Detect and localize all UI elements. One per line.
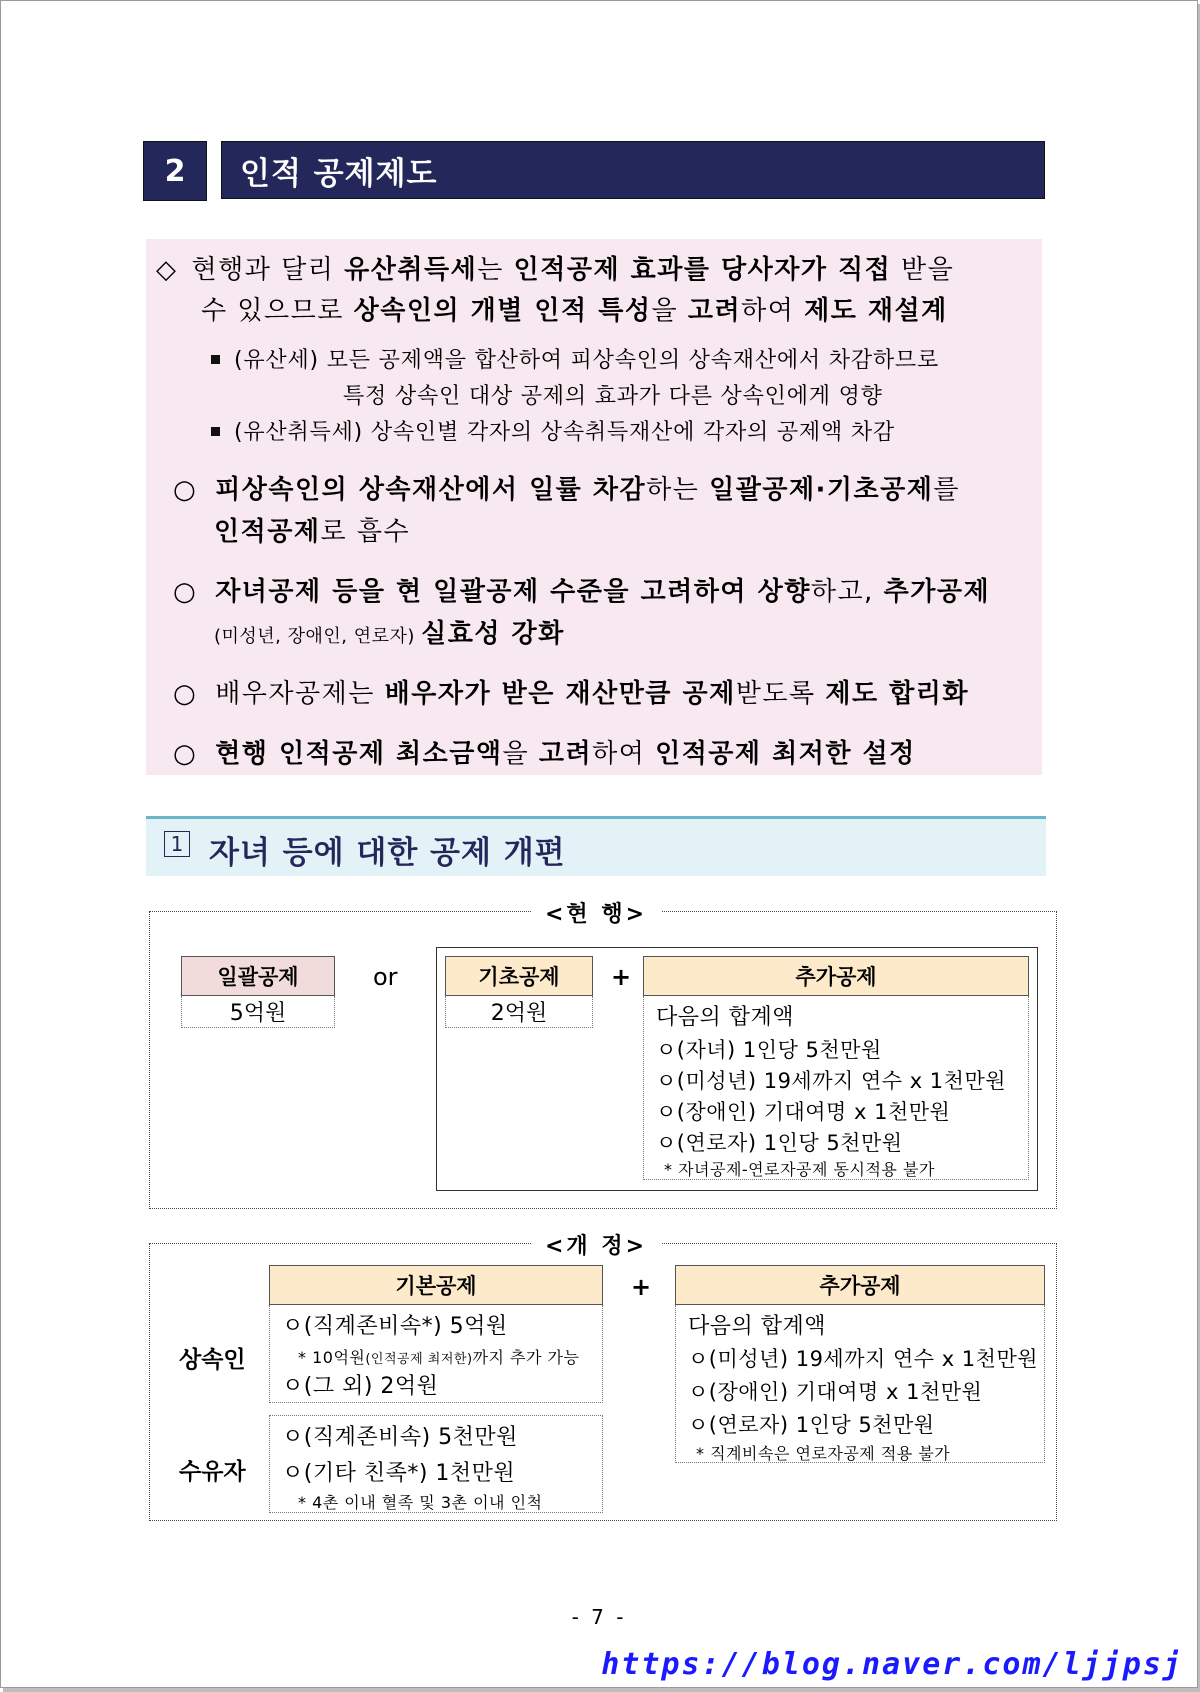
additional-note: * 자녀공제-연로자공제 동시적용 불가 <box>664 1160 935 1179</box>
legatee-note: * 4촌 이내 혈족 및 3촌 이내 인척 <box>298 1493 543 1512</box>
lump-sum-value: 5억원 <box>181 996 335 1028</box>
heir-label: 상속인 <box>179 1347 246 1373</box>
blog-url[interactable]: https://blog.naver.com/ljjpsj <box>601 1647 1183 1682</box>
legatee-label: 수유자 <box>179 1459 246 1485</box>
point-1-line-2: 인적공제로 흡수 <box>214 517 411 547</box>
legatee-item: ㅇ(직계존비속) 5천만원 <box>282 1425 518 1450</box>
legatee-item: ㅇ(기타 친족*) 1천만원 <box>282 1461 516 1486</box>
basic-deduction-header: 기본공제 <box>269 1265 603 1305</box>
additional-item: ㅇ(미성년) 19세까지 연수 x 1천만원 <box>656 1069 1007 1093</box>
heir-item: ㅇ(그 외) 2억원 <box>282 1374 439 1399</box>
additional-deduction-header: 추가공제 <box>675 1265 1045 1305</box>
additional-intro: 다음의 합계액 <box>688 1314 827 1339</box>
point-3-line: ○ 배우자공제는 배우자가 받은 재산만큼 공제받도록 제도 합리화 <box>173 679 969 709</box>
estate-tax-item-cont: 특정 상속인 대상 공제의 효과가 다른 상속인에게 영향 <box>343 384 883 409</box>
or-text: or <box>373 963 398 991</box>
additional-deduction-body <box>675 1305 1045 1463</box>
additional-item: ㅇ(자녀) 1인당 5천만원 <box>656 1038 882 1062</box>
heir-item: ㅇ(직계존비속*) 5억원 <box>282 1314 508 1339</box>
page-number: - 7 - <box>571 1605 627 1629</box>
basic-deduction-header: 기초공제 <box>445 956 593 996</box>
inheritance-tax-item: (유산취득세) 상속인별 각자의 상속취득재산에 각자의 공제액 차감 <box>211 415 895 446</box>
legatee-basic-body <box>269 1415 603 1513</box>
heir-note: * 10억원(인적공제 최저한)까지 추가 가능 <box>298 1348 580 1367</box>
heir-basic-body <box>269 1305 603 1403</box>
subsection-number: 1 <box>164 831 190 857</box>
subsection-title: 자녀 등에 대한 공제 개편 <box>209 835 566 871</box>
additional-intro: 다음의 합계액 <box>656 1005 795 1030</box>
additional-item: ㅇ(장애인) 기대여명 x 1천만원 <box>656 1100 951 1124</box>
square-bullet-icon <box>211 355 220 364</box>
additional-item: ㅇ(연로자) 1인당 5천만원 <box>688 1413 935 1437</box>
square-bullet-icon <box>211 427 220 436</box>
point-1-line-1: ○ 피상속인의 상속재산에서 일률 차감하는 일괄공제·기초공제를 <box>173 475 961 505</box>
intro-line-2: 수 있으므로 상속인의 개별 인적 특성을 고려하여 제도 재설계 <box>201 296 948 326</box>
plus-icon: + <box>631 1273 652 1301</box>
circle-bullet-icon: ○ <box>173 739 198 769</box>
section-number: 2 <box>143 141 207 201</box>
revised-label: <개 정> <box>531 1229 661 1260</box>
plus-icon: + <box>611 963 632 991</box>
point-4-line: ○ 현행 인적공제 최소금액을 고려하여 인적공제 최저한 설정 <box>173 739 916 769</box>
diamond-icon: ◇ <box>156 255 178 285</box>
circle-bullet-icon: ○ <box>173 577 198 607</box>
additional-note: * 직계비속은 연로자공제 적용 불가 <box>696 1444 951 1463</box>
section-title: 인적 공제제도 <box>221 141 1045 199</box>
current-label: <현 행> <box>531 897 661 928</box>
circle-bullet-icon: ○ <box>173 475 198 505</box>
additional-item: ㅇ(미성년) 19세까지 연수 x 1천만원 <box>688 1347 1039 1371</box>
basic-deduction-value: 2억원 <box>445 996 593 1028</box>
lump-sum-header: 일괄공제 <box>181 956 335 996</box>
additional-item: ㅇ(장애인) 기대여명 x 1천만원 <box>688 1380 983 1404</box>
point-2-line-2: (미성년, 장애인, 연로자) 실효성 강화 <box>214 619 565 649</box>
circle-bullet-icon: ○ <box>173 679 198 709</box>
additional-deduction-body <box>643 996 1029 1180</box>
additional-item: ㅇ(연로자) 1인당 5천만원 <box>656 1131 903 1155</box>
estate-tax-item: (유산세) 모든 공제액을 합산하여 피상속인의 상속재산에서 차감하므로 <box>211 343 939 374</box>
intro-line-1: ◇ 현행과 달리 유산취득세는 인적공제 효과를 당사자가 직접 받을 <box>156 255 955 285</box>
point-2-line-1: ○ 자녀공제 등을 현 일괄공제 수준을 고려하여 상향하고, 추가공제 <box>173 577 991 607</box>
additional-deduction-header: 추가공제 <box>643 956 1029 996</box>
